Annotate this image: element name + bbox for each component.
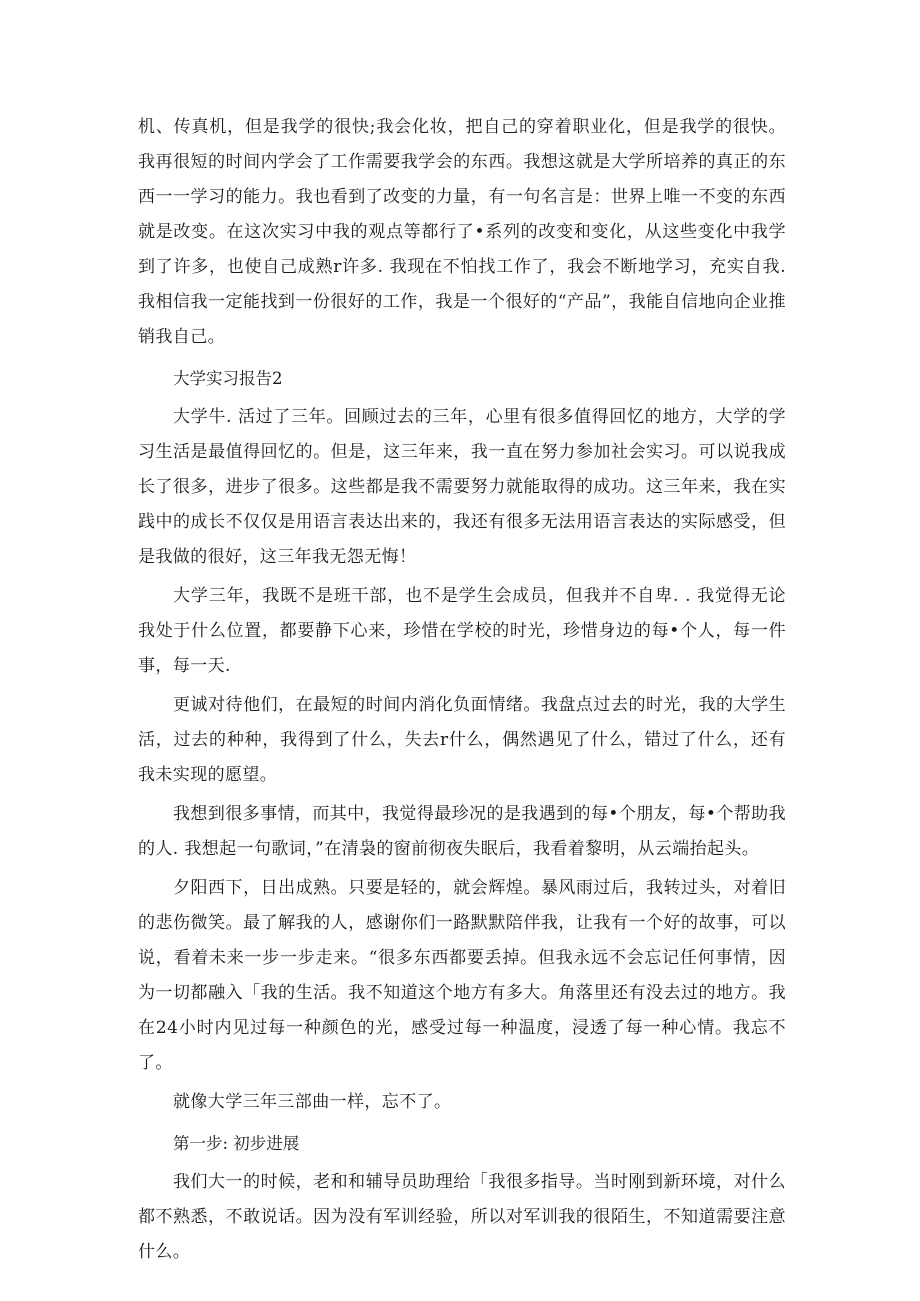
paragraph-sincerity: 更诚对待他们，在最短的时间内消化负面情绪。我盘点过去的时光，我的大学生活，过去的种种，我得到了什么，失去r什么，偶然遇见了什么，错过了什么，还有我未实现的愿望。 xyxy=(138,695,786,785)
paragraph-freshman: 我们大一的时候，老和和辅导员助理给「我很多指导。当时刚到新环境，对什么都不熟悉，不敢说话。因为没有军训经验，所以对军训我的很陌生，不知道需要注意什么。 xyxy=(138,1172,786,1262)
section-heading-report-2: 大学实习报告2 xyxy=(173,369,283,388)
paragraph-trilogy: 就像大学三年三部曲一样，忘不了。 xyxy=(173,1092,452,1112)
paragraph-continued: 机、传真机，但是我学的很快;我会化妆，把自己的穿着职业化，但是我学的很快。我再很短的时间内学会了工作需要我学会的东西。我想这就是大学所培养的真正的东西一一学习的能力。我也看到了改变的力量，有一句名言是：世界上唯一不变的东西就是改变。在这次实习中我的观点等都行了•系列的改变和变化，从这些变化中我学到了许多，也使自己成熟r许多. 我现在不怕找工作了，我会不断地学习，充实自我. 我相信我一定能找到一份很好的工作，我是一个很好的“产品”，我能自信地向企业推销我自己。 xyxy=(138,117,786,347)
document-body xyxy=(138,110,786,1270)
paragraph-intro: 大学牛. 活过了三年。回顾过去的三年，心里有很多值得回忆的地方，大学的学习生活是最值得回忆的。但是，这三年来，我一直在努力参加社会实习。可以说我成长了很多，进步了很多。这些都是我不需要努力就能取得的成功。这三年来，我在实践中的成长不仅仅是用语言表达出来的，我还有很多无法用语言表达的实际感受，但是我做的很好，这三年我无怨无悔！ xyxy=(138,407,786,567)
paragraph-sunset: 夕阳西下，日出成熟。只要是轻的，就会辉煌。暴风雨过后，我转过头，对着旧的悲伤微笑。最了解我的人，感谢你们一路默默陪伴我，让我有一个好的故事，可以说，看着未来一步一步走来。“很多东西都要丢掉。但我永远不会忘记任何事情，因为一切都融入「我的生活。我不知道这个地方有多大。角落里还有没去过的地方。我在24小时内见过每一种颜色的光，感受过每一种温度，浸透了每一种心情。我忘不了。 xyxy=(138,878,786,1073)
section-heading-step-1: 第一步: 初步进展 xyxy=(173,1134,300,1153)
paragraph-friends: 我想到很多事情，而其中，我觉得最珍况的是我遇到的每•个朋友，每•个帮助我的人. 我想起一句歌词，”在清袅的窗前彻夜失眠后，我看着黎明，从云端抬起头。 xyxy=(138,804,786,859)
paragraph-three-years: 大学三年，我既不是班干部，也不是学生会成员，但我并不自卑. . 我觉得无论我处于什么位置，都要静下心来，珍惜在学校的时光，珍惜身边的每•个人，每一件事，每一天. xyxy=(138,586,786,676)
